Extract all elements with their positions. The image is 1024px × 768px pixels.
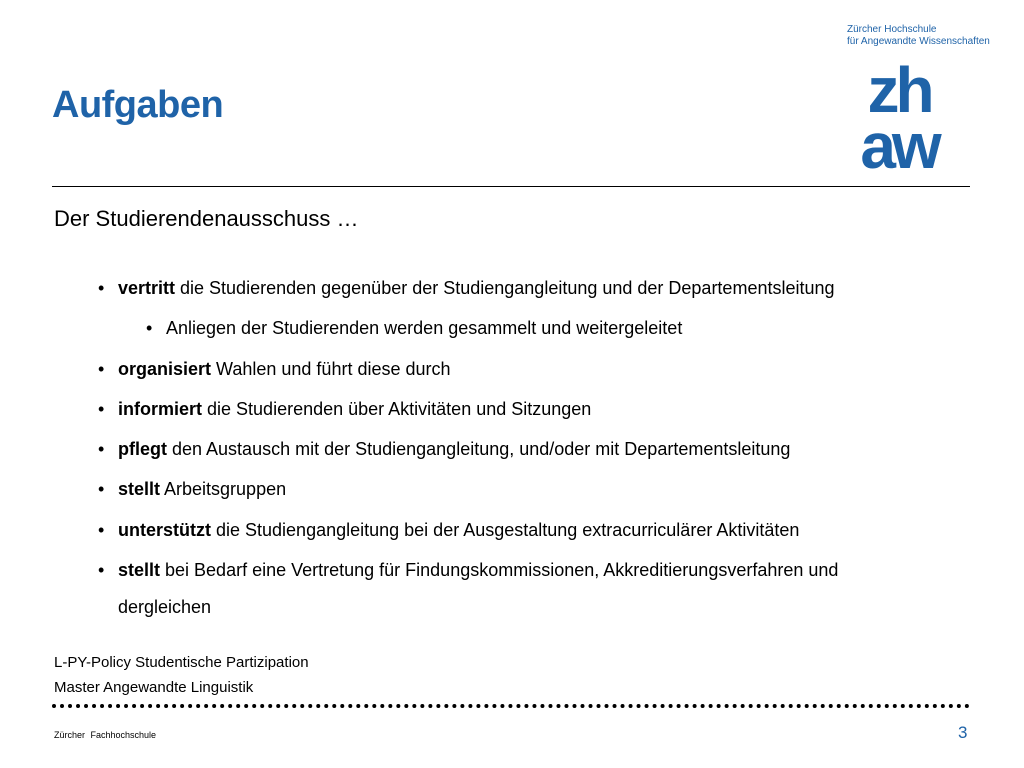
item-text: bei Bedarf eine Vertretung für Findungskommissionen, Akkreditierungsverfahren und dergleichen bbox=[118, 560, 839, 618]
program-title: Master Angewandte Linguistik bbox=[54, 679, 254, 696]
item-keyword: pflegt bbox=[118, 439, 167, 460]
list-item bbox=[96, 431, 936, 471]
logo-wordmark-bottom: aw bbox=[860, 110, 938, 172]
item-text: die Studierenden über Aktivitäten und Sitzungen bbox=[202, 398, 592, 419]
list-item bbox=[96, 270, 936, 310]
bullet-dot: • bbox=[98, 479, 105, 500]
list-item bbox=[96, 351, 936, 391]
list-item bbox=[96, 471, 936, 511]
item-text: die Studiengangleitung bei der Ausgestaltung extracurriculärer Aktivitäten bbox=[211, 519, 800, 540]
item-keyword: informiert bbox=[118, 398, 203, 419]
list-item bbox=[96, 512, 936, 552]
bullet-dot: • bbox=[98, 398, 105, 419]
logo-tagline-line2: für Angewandte Wissenschaften bbox=[847, 36, 990, 47]
logo-tagline-line1: Zürcher Hochschule bbox=[847, 24, 937, 35]
zhaw-logo bbox=[846, 62, 952, 172]
page-number: 3 bbox=[958, 723, 968, 742]
item-keyword: organisiert bbox=[118, 358, 212, 379]
list-item bbox=[96, 391, 936, 431]
title-divider bbox=[52, 186, 970, 187]
lead-text: Der Studierendenausschuss … bbox=[54, 206, 359, 231]
item-text: die Studierenden gegenüber der Studiengangleitung und der Departementsleitung bbox=[175, 278, 835, 298]
bullet-dot: • bbox=[98, 278, 105, 298]
logo-wordmark-top: zh bbox=[867, 62, 931, 126]
bullet-dot: • bbox=[98, 358, 105, 379]
task-list bbox=[96, 270, 936, 626]
item-text: den Austausch mit der Studiengangleitung, und/oder mit Departementsleitung bbox=[167, 439, 791, 460]
item-keyword: stellt bbox=[118, 479, 161, 500]
course-title: L-PY-Policy Studentische Partizipation bbox=[54, 654, 309, 671]
item-text: Wahlen und führt diese durch bbox=[211, 358, 451, 379]
footer-organization: Zürcher Fachhochschule bbox=[54, 730, 157, 740]
footer-course-info bbox=[54, 650, 309, 700]
list-item bbox=[96, 552, 936, 626]
item-text: Anliegen der Studierenden werden gesammelt und weitergeleitet bbox=[166, 318, 683, 339]
item-keyword: vertritt bbox=[118, 278, 176, 298]
slide-title: Aufgaben bbox=[52, 84, 224, 126]
item-text: Arbeitsgruppen bbox=[160, 479, 287, 500]
footer-dotted-divider bbox=[52, 704, 970, 708]
bullet-dot: • bbox=[98, 439, 105, 460]
bullet-dot: • bbox=[146, 318, 153, 339]
item-keyword: unterstützt bbox=[118, 519, 211, 540]
bullet-dot: • bbox=[98, 560, 105, 581]
bullet-dot: • bbox=[98, 519, 105, 540]
list-subitem bbox=[144, 310, 936, 350]
item-keyword: stellt bbox=[118, 560, 161, 581]
logo-tagline bbox=[847, 24, 990, 48]
